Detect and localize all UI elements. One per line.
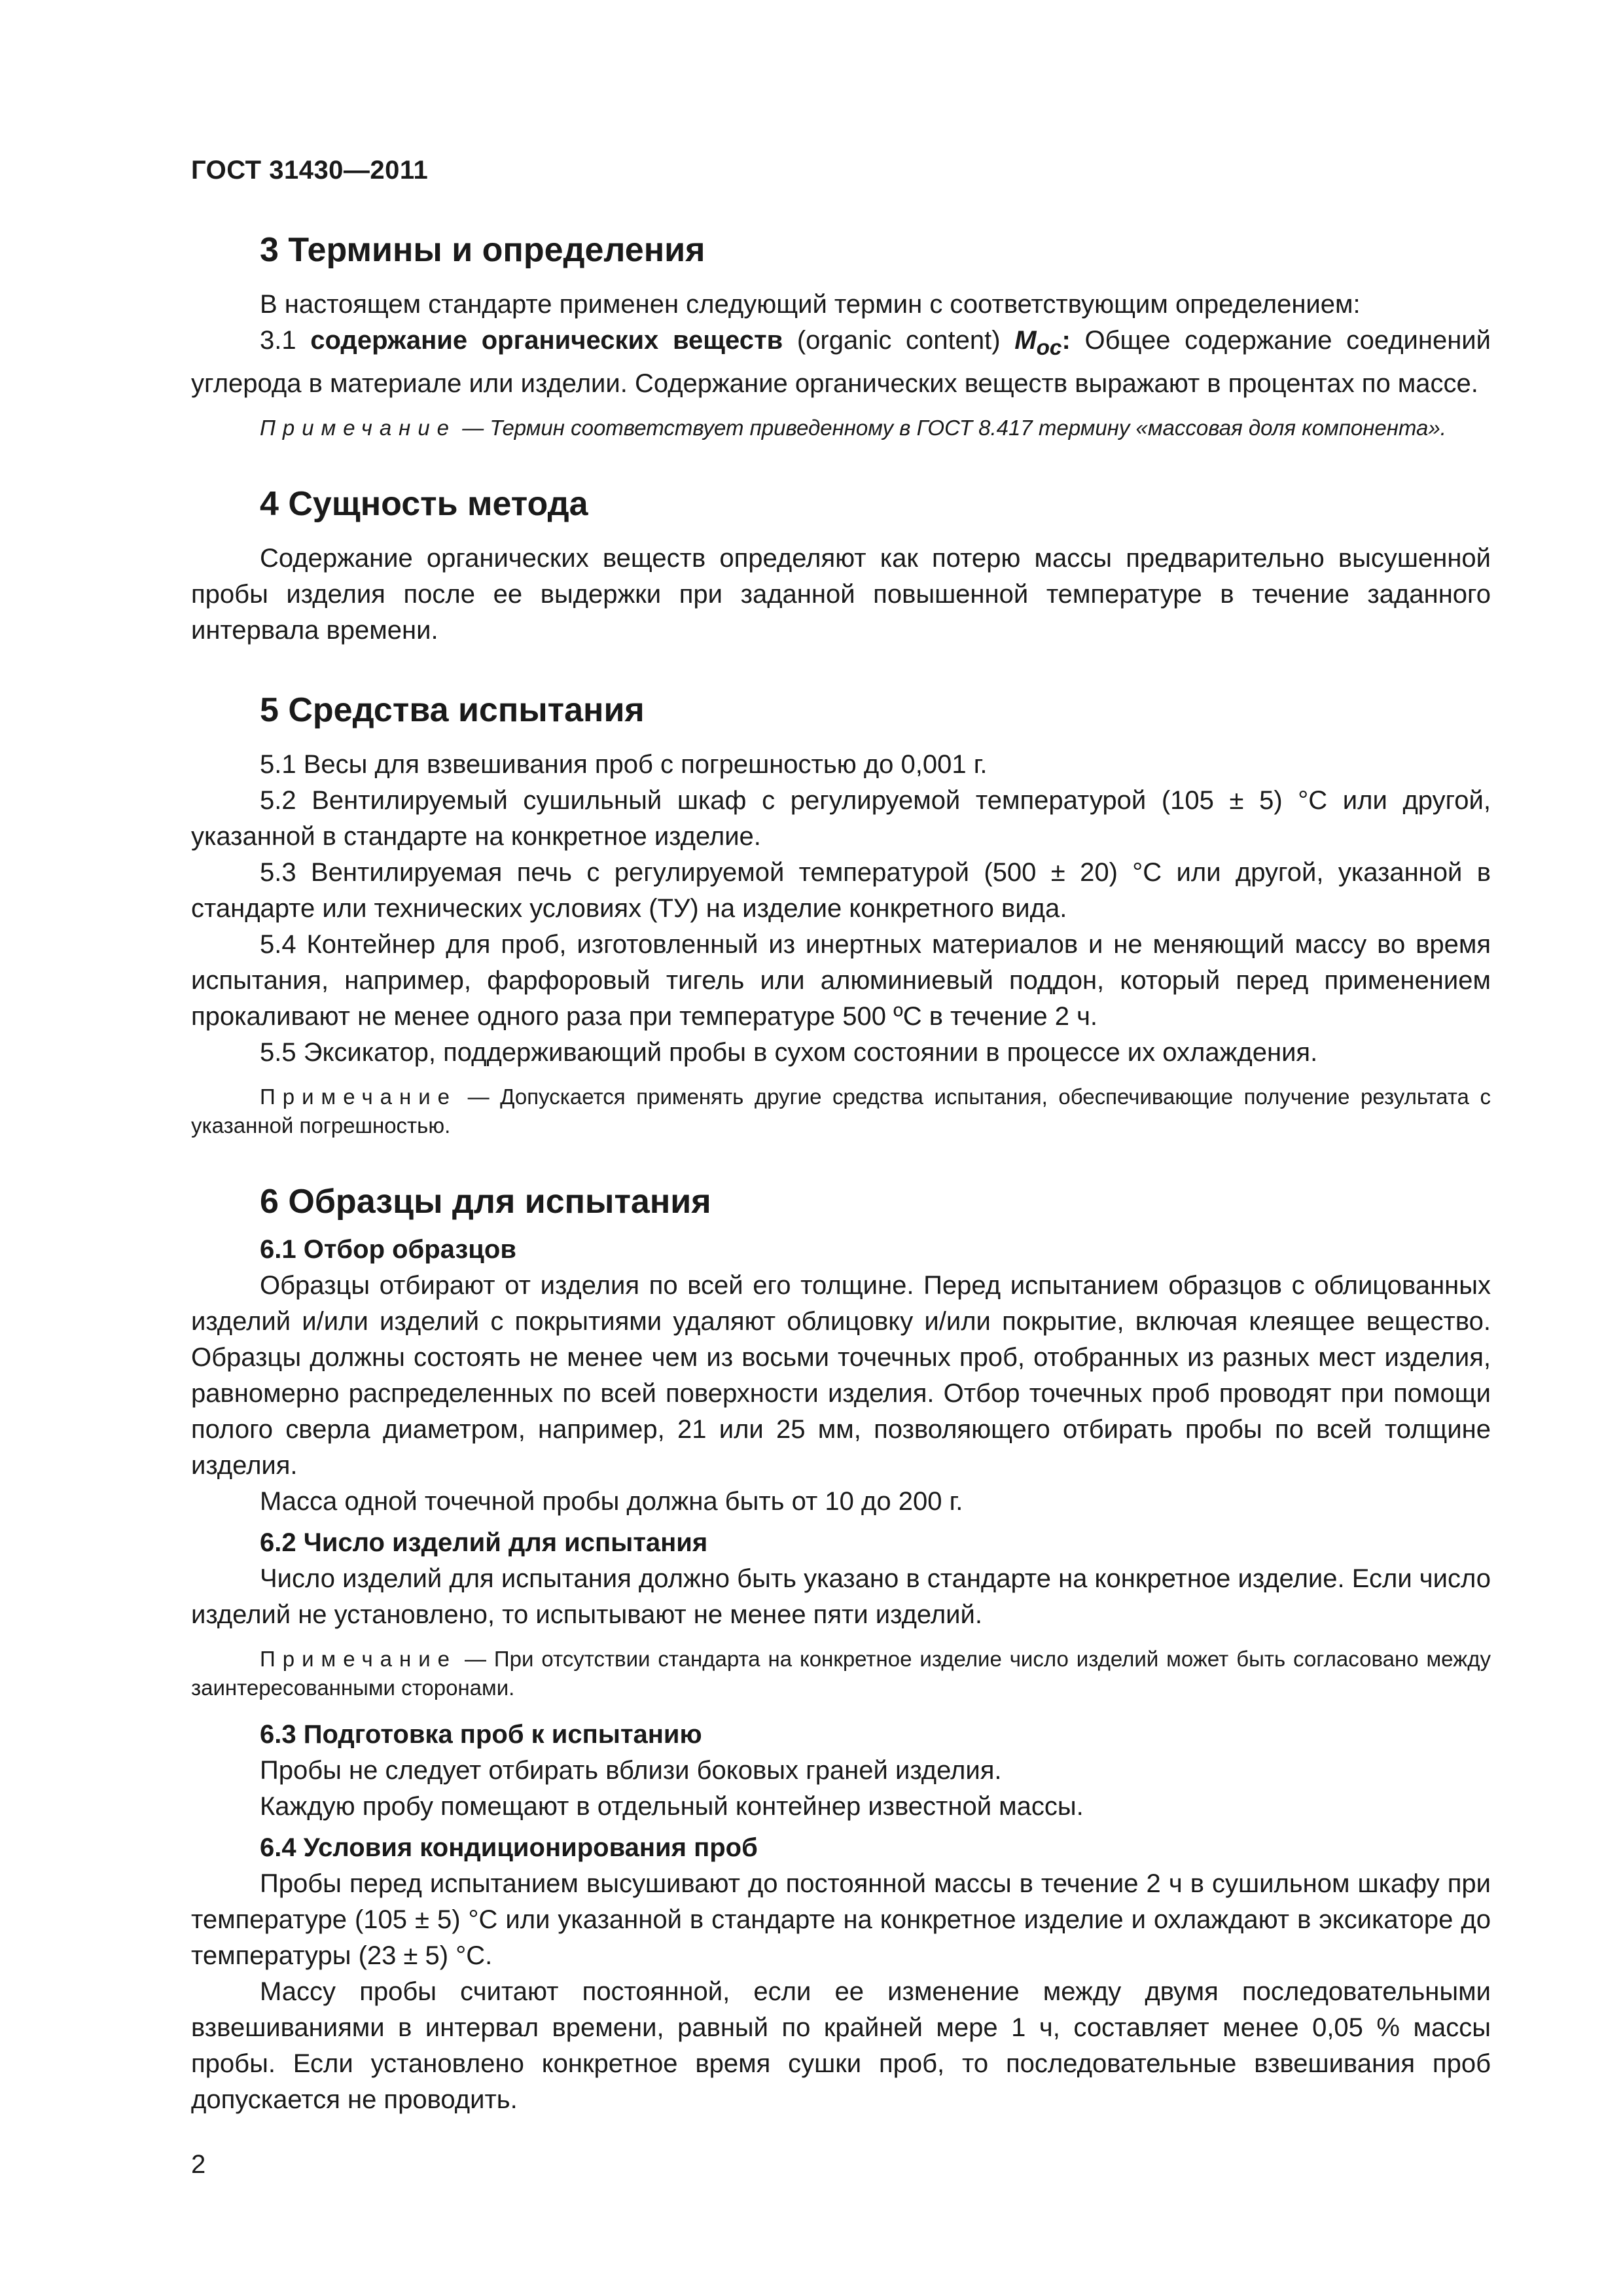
note-label: Примечание bbox=[260, 1647, 457, 1671]
page-content bbox=[191, 229, 1491, 2118]
subsection-6-2-paragraph: Число изделий для испытания должно быть указано в стандарте на конкретное изделие. Если число изделий не установлено, то испытывают не менее пяти изделий. bbox=[191, 1564, 1491, 1629]
subsection-6-3-title: 6.3 Подготовка проб к испытанию bbox=[260, 1720, 702, 1749]
item-5-4: 5.4 Контейнер для проб, изготовленный из инертных материалов и не меняющий массу во время испытания, например, фарфоровый тигель или алюминиевый поддон, который перед применением прокаливают не менее одного раза при температуре 500 ºС в течение 2 ч. bbox=[191, 930, 1491, 1031]
section-5-note bbox=[191, 1083, 1491, 1140]
item-5-5: 5.5 Эксикатор, поддерживающий пробы в сухом состоянии в процессе их охлаждения. bbox=[260, 1038, 1318, 1067]
section-3-intro: В настоящем стандарте применен следующий термин с соответствующим определением: bbox=[260, 290, 1361, 319]
subsection-6-2-note bbox=[191, 1645, 1491, 1702]
subsection-6-2-title: 6.2 Число изделий для испытания bbox=[260, 1528, 708, 1557]
item-5-2: 5.2 Вентилируемый сушильный шкаф с регулируемой температурой (105 ± 5) °С или другой, указанной в стандарте на конкретное изделие. bbox=[191, 786, 1491, 851]
page-number: 2 bbox=[191, 2150, 206, 2179]
item-5-1: 5.1 Весы для взвешивания проб с погрешностью до 0,001 г. bbox=[260, 750, 988, 779]
subsection-6-1-paragraph-1: Образцы отбирают от изделия по всей его толщине. Перед испытанием образцов с облицованных изделий и/или изделий с покрытиями удаляют облицовку и/или покрытие, включая клеящее вещество. Образцы должны состоять не менее чем из восьми точечных проб, отобранных из разных мест изделия, равномерно распределенных по всей поверхности изделия. Отбор точечных проб проводят при помощи полого сверла диаметром, например, 21 или 25 мм, позволяющего отбирать пробы по всей толщине изделия. bbox=[191, 1271, 1491, 1480]
subsection-6-3-paragraph-2: Каждую пробу помещают в отдельный контейнер известной массы. bbox=[260, 1792, 1084, 1821]
subsection-6-4-paragraph-1: Пробы перед испытанием высушивают до постоянной массы в течение 2 ч в сушильном шкафу при температуре (105 ± 5) °С или указанной в стандарте на конкретное изделие и охлаждают в эксикаторе до температуры (23 ± 5) °С. bbox=[191, 1869, 1491, 1970]
note-text: — Термин соответствует приведенному в ГОСТ 8.417 термину «массовая доля компонента». bbox=[456, 416, 1446, 440]
section-4-paragraph: Содержание органических веществ определяют как потерю массы предварительно высушенной пробы изделия после ее выдержки при заданной повышенной температуре в течение заданного интервала времени. bbox=[191, 544, 1491, 645]
term-number: 3.1 bbox=[260, 326, 311, 355]
note-text: — Допускается применять другие средства испытания, обеспечивающие получение результата с указанной погрешностью. bbox=[191, 1085, 1491, 1138]
subsection-6-4-title: 6.4 Условия кондиционирования проб bbox=[260, 1833, 758, 1862]
term-english: (organic content) bbox=[783, 326, 1015, 355]
term-symbol: M bbox=[1014, 326, 1037, 355]
term-3-1 bbox=[191, 323, 1491, 402]
term-name: содержание органических веществ bbox=[310, 326, 783, 355]
note-text: — При отсутствии стандарта на конкретное изделие число изделий может быть согласовано между заинтересованными сторонами. bbox=[191, 1647, 1491, 1700]
section-6-title: 6 Образцы для испытания bbox=[260, 1183, 711, 1221]
section-3-note bbox=[191, 414, 1491, 442]
standard-header: ГОСТ 31430—2011 bbox=[191, 156, 429, 185]
subsection-6-3-paragraph-1: Пробы не следует отбирать вблизи боковых граней изделия. bbox=[260, 1756, 1002, 1785]
section-3-title: 3 Термины и определения bbox=[260, 231, 705, 269]
term-definition: Общее содержание соединений углерода в материале или изделии. Содержание органических веществ выражают в процентах по массе. bbox=[191, 326, 1491, 398]
section-5-title: 5 Средства испытания bbox=[260, 691, 645, 729]
subsection-6-4-paragraph-2: Массу пробы считают постоянной, если ее изменение между двумя последовательными взвешиваниями в интервал времени, равный по крайней мере 1 ч, составляет менее 0,05 % массы пробы. Если установлено конкретное время сушки проб, то последовательные взвешивания проб допускается не проводить. bbox=[191, 1977, 1491, 2114]
section-4-title: 4 Сущность метода bbox=[260, 485, 588, 523]
subsection-6-1-paragraph-2: Масса одной точечной пробы должна быть от 10 до 200 г. bbox=[260, 1487, 963, 1516]
note-label: Примечание bbox=[260, 1085, 457, 1109]
term-colon: : bbox=[1061, 326, 1071, 355]
note-label: Примечание bbox=[260, 416, 457, 440]
term-symbol-subscript: ос bbox=[1036, 336, 1062, 360]
item-5-3: 5.3 Вентилируемая печь с регулируемой температурой (500 ± 20) °С или другой, указанной в стандарте или технических условиях (ТУ) на изделие конкретного вида. bbox=[191, 858, 1491, 923]
subsection-6-1-title: 6.1 Отбор образцов bbox=[260, 1235, 516, 1264]
